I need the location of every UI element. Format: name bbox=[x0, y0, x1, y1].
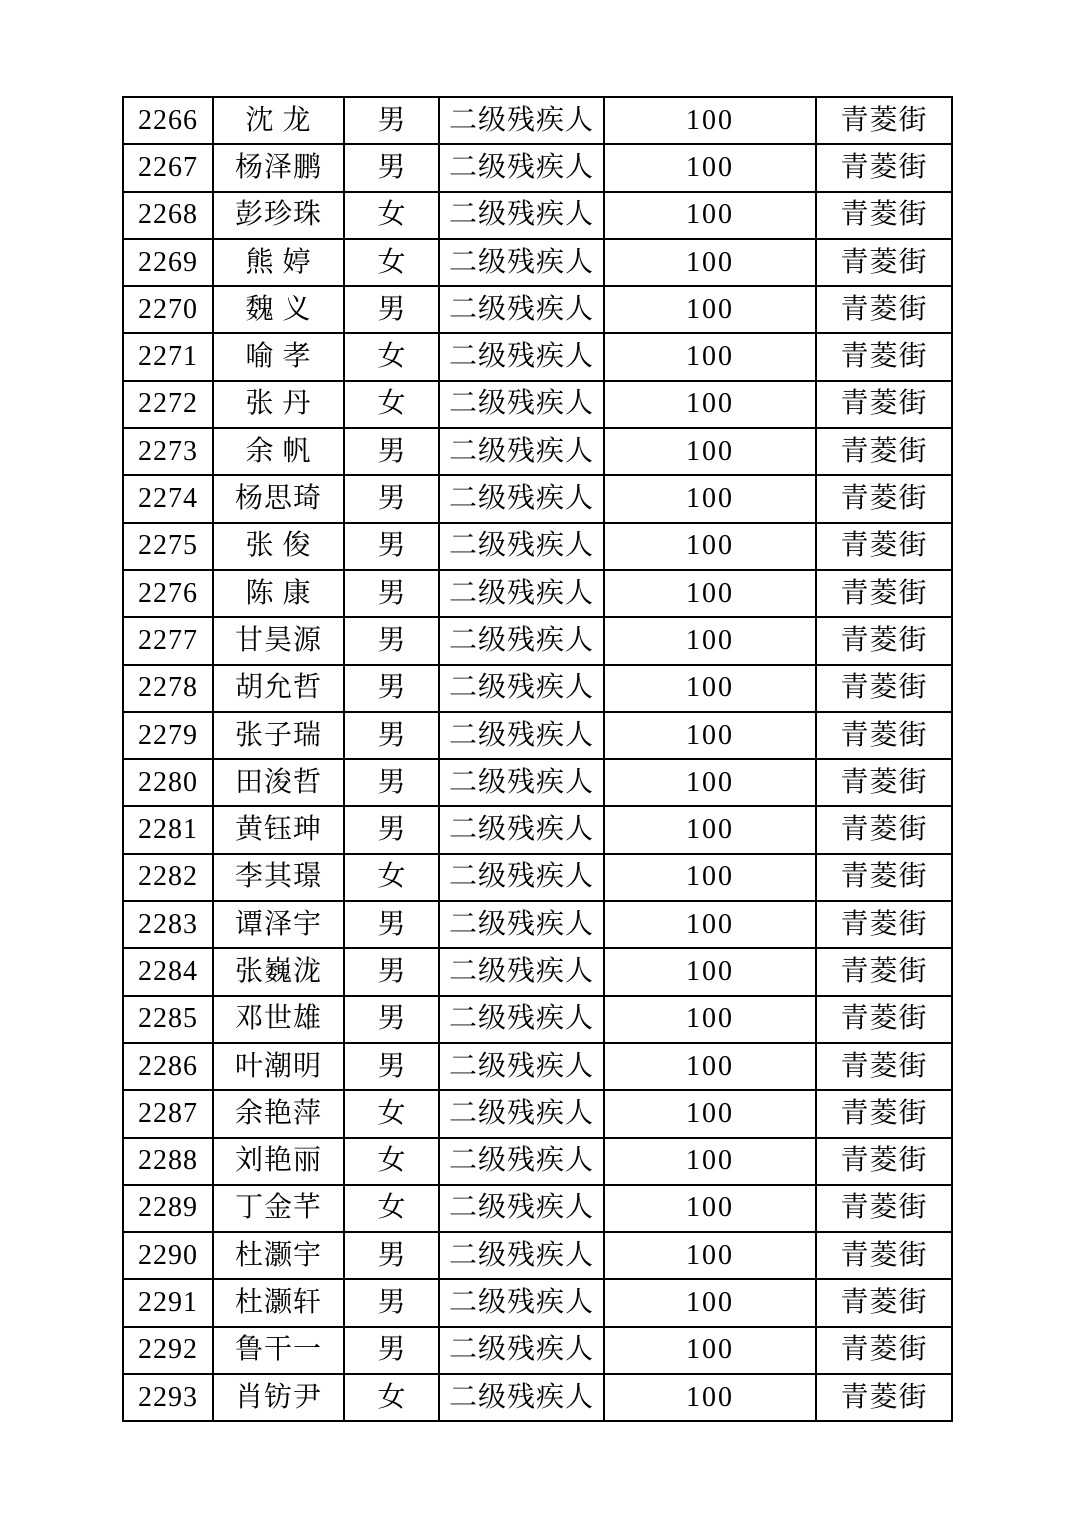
category-cell: 二级残疾人 bbox=[439, 665, 604, 712]
amount-cell: 100 bbox=[604, 428, 816, 475]
name-cell: 丁金芊 bbox=[213, 1185, 344, 1232]
category-cell: 二级残疾人 bbox=[439, 428, 604, 475]
gender-cell: 男 bbox=[344, 97, 439, 144]
name-cell: 彭珍珠 bbox=[213, 192, 344, 239]
amount-cell: 100 bbox=[604, 1043, 816, 1090]
sequence-number-cell: 2283 bbox=[123, 901, 213, 948]
category-cell: 二级残疾人 bbox=[439, 617, 604, 664]
table-row bbox=[123, 617, 952, 664]
table-body bbox=[123, 97, 952, 1421]
amount-cell: 100 bbox=[604, 665, 816, 712]
amount-cell: 100 bbox=[604, 523, 816, 570]
table-row bbox=[123, 996, 952, 1043]
street-cell: 青菱街 bbox=[816, 144, 952, 191]
street-cell: 青菱街 bbox=[816, 996, 952, 1043]
street-cell: 青菱街 bbox=[816, 475, 952, 522]
sequence-number-cell: 2291 bbox=[123, 1279, 213, 1326]
gender-cell: 男 bbox=[344, 948, 439, 995]
table-row bbox=[123, 1279, 952, 1326]
street-cell: 青菱街 bbox=[816, 286, 952, 333]
table-row bbox=[123, 1138, 952, 1185]
category-cell: 二级残疾人 bbox=[439, 1279, 604, 1326]
table-row bbox=[123, 948, 952, 995]
street-cell: 青菱街 bbox=[816, 428, 952, 475]
table-row bbox=[123, 712, 952, 759]
gender-cell: 男 bbox=[344, 1043, 439, 1090]
name-cell: 喻 孝 bbox=[213, 333, 344, 380]
street-cell: 青菱街 bbox=[816, 1374, 952, 1421]
amount-cell: 100 bbox=[604, 759, 816, 806]
category-cell: 二级残疾人 bbox=[439, 1374, 604, 1421]
table-row bbox=[123, 144, 952, 191]
sequence-number-cell: 2281 bbox=[123, 806, 213, 853]
sequence-number-cell: 2266 bbox=[123, 97, 213, 144]
gender-cell: 女 bbox=[344, 1090, 439, 1137]
gender-cell: 女 bbox=[344, 381, 439, 428]
name-cell: 陈 康 bbox=[213, 570, 344, 617]
name-cell: 余艳萍 bbox=[213, 1090, 344, 1137]
amount-cell: 100 bbox=[604, 144, 816, 191]
gender-cell: 女 bbox=[344, 239, 439, 286]
gender-cell: 男 bbox=[344, 665, 439, 712]
name-cell: 沈 龙 bbox=[213, 97, 344, 144]
table-row bbox=[123, 523, 952, 570]
sequence-number-cell: 2293 bbox=[123, 1374, 213, 1421]
gender-cell: 男 bbox=[344, 523, 439, 570]
category-cell: 二级残疾人 bbox=[439, 1138, 604, 1185]
name-cell: 杨泽鹏 bbox=[213, 144, 344, 191]
street-cell: 青菱街 bbox=[816, 523, 952, 570]
table-row bbox=[123, 475, 952, 522]
street-cell: 青菱街 bbox=[816, 192, 952, 239]
table-row bbox=[123, 333, 952, 380]
sequence-number-cell: 2288 bbox=[123, 1138, 213, 1185]
street-cell: 青菱街 bbox=[816, 97, 952, 144]
table-row bbox=[123, 1232, 952, 1279]
street-cell: 青菱街 bbox=[816, 901, 952, 948]
category-cell: 二级残疾人 bbox=[439, 286, 604, 333]
amount-cell: 100 bbox=[604, 381, 816, 428]
table-row bbox=[123, 570, 952, 617]
amount-cell: 100 bbox=[604, 239, 816, 286]
table-row bbox=[123, 1043, 952, 1090]
street-cell: 青菱街 bbox=[816, 1185, 952, 1232]
sequence-number-cell: 2285 bbox=[123, 996, 213, 1043]
name-cell: 魏 义 bbox=[213, 286, 344, 333]
sequence-number-cell: 2279 bbox=[123, 712, 213, 759]
amount-cell: 100 bbox=[604, 97, 816, 144]
amount-cell: 100 bbox=[604, 948, 816, 995]
amount-cell: 100 bbox=[604, 192, 816, 239]
name-cell: 邓世雄 bbox=[213, 996, 344, 1043]
table-row bbox=[123, 428, 952, 475]
gender-cell: 男 bbox=[344, 806, 439, 853]
category-cell: 二级残疾人 bbox=[439, 144, 604, 191]
sequence-number-cell: 2275 bbox=[123, 523, 213, 570]
table-row bbox=[123, 97, 952, 144]
name-cell: 刘艳丽 bbox=[213, 1138, 344, 1185]
category-cell: 二级残疾人 bbox=[439, 712, 604, 759]
table-row bbox=[123, 854, 952, 901]
sequence-number-cell: 2290 bbox=[123, 1232, 213, 1279]
amount-cell: 100 bbox=[604, 570, 816, 617]
amount-cell: 100 bbox=[604, 712, 816, 759]
gender-cell: 女 bbox=[344, 1138, 439, 1185]
category-cell: 二级残疾人 bbox=[439, 1043, 604, 1090]
category-cell: 二级残疾人 bbox=[439, 239, 604, 286]
name-cell: 张巍泷 bbox=[213, 948, 344, 995]
street-cell: 青菱街 bbox=[816, 617, 952, 664]
category-cell: 二级残疾人 bbox=[439, 948, 604, 995]
sequence-number-cell: 2268 bbox=[123, 192, 213, 239]
gender-cell: 女 bbox=[344, 1374, 439, 1421]
name-cell: 田浚哲 bbox=[213, 759, 344, 806]
gender-cell: 男 bbox=[344, 1279, 439, 1326]
gender-cell: 男 bbox=[344, 617, 439, 664]
category-cell: 二级残疾人 bbox=[439, 475, 604, 522]
gender-cell: 男 bbox=[344, 901, 439, 948]
category-cell: 二级残疾人 bbox=[439, 1327, 604, 1374]
amount-cell: 100 bbox=[604, 1185, 816, 1232]
sequence-number-cell: 2278 bbox=[123, 665, 213, 712]
amount-cell: 100 bbox=[604, 854, 816, 901]
name-cell: 余 帆 bbox=[213, 428, 344, 475]
name-cell: 鲁干一 bbox=[213, 1327, 344, 1374]
gender-cell: 男 bbox=[344, 712, 439, 759]
sequence-number-cell: 2286 bbox=[123, 1043, 213, 1090]
table-row bbox=[123, 1374, 952, 1421]
street-cell: 青菱街 bbox=[816, 1327, 952, 1374]
amount-cell: 100 bbox=[604, 333, 816, 380]
table-row bbox=[123, 1185, 952, 1232]
sequence-number-cell: 2274 bbox=[123, 475, 213, 522]
name-cell: 肖钫尹 bbox=[213, 1374, 344, 1421]
sequence-number-cell: 2270 bbox=[123, 286, 213, 333]
amount-cell: 100 bbox=[604, 806, 816, 853]
table-row bbox=[123, 286, 952, 333]
sequence-number-cell: 2273 bbox=[123, 428, 213, 475]
gender-cell: 男 bbox=[344, 286, 439, 333]
gender-cell: 男 bbox=[344, 144, 439, 191]
category-cell: 二级残疾人 bbox=[439, 333, 604, 380]
category-cell: 二级残疾人 bbox=[439, 97, 604, 144]
gender-cell: 男 bbox=[344, 570, 439, 617]
category-cell: 二级残疾人 bbox=[439, 1232, 604, 1279]
street-cell: 青菱街 bbox=[816, 1279, 952, 1326]
gender-cell: 女 bbox=[344, 333, 439, 380]
subsidy-roster-table bbox=[122, 96, 953, 1422]
street-cell: 青菱街 bbox=[816, 381, 952, 428]
gender-cell: 女 bbox=[344, 192, 439, 239]
category-cell: 二级残疾人 bbox=[439, 806, 604, 853]
amount-cell: 100 bbox=[604, 901, 816, 948]
sequence-number-cell: 2280 bbox=[123, 759, 213, 806]
name-cell: 张子瑞 bbox=[213, 712, 344, 759]
sequence-number-cell: 2269 bbox=[123, 239, 213, 286]
category-cell: 二级残疾人 bbox=[439, 381, 604, 428]
name-cell: 杜灏宇 bbox=[213, 1232, 344, 1279]
amount-cell: 100 bbox=[604, 286, 816, 333]
table-row bbox=[123, 759, 952, 806]
amount-cell: 100 bbox=[604, 617, 816, 664]
street-cell: 青菱街 bbox=[816, 1043, 952, 1090]
street-cell: 青菱街 bbox=[816, 1138, 952, 1185]
name-cell: 谭泽宇 bbox=[213, 901, 344, 948]
sequence-number-cell: 2277 bbox=[123, 617, 213, 664]
amount-cell: 100 bbox=[604, 1232, 816, 1279]
sequence-number-cell: 2289 bbox=[123, 1185, 213, 1232]
gender-cell: 男 bbox=[344, 1232, 439, 1279]
name-cell: 甘昊源 bbox=[213, 617, 344, 664]
street-cell: 青菱街 bbox=[816, 333, 952, 380]
sequence-number-cell: 2292 bbox=[123, 1327, 213, 1374]
category-cell: 二级残疾人 bbox=[439, 1185, 604, 1232]
street-cell: 青菱街 bbox=[816, 570, 952, 617]
gender-cell: 男 bbox=[344, 759, 439, 806]
name-cell: 李其璟 bbox=[213, 854, 344, 901]
table-row bbox=[123, 1327, 952, 1374]
sequence-number-cell: 2276 bbox=[123, 570, 213, 617]
sequence-number-cell: 2287 bbox=[123, 1090, 213, 1137]
category-cell: 二级残疾人 bbox=[439, 570, 604, 617]
table-row bbox=[123, 665, 952, 712]
name-cell: 张 丹 bbox=[213, 381, 344, 428]
category-cell: 二级残疾人 bbox=[439, 1090, 604, 1137]
table-row bbox=[123, 1090, 952, 1137]
street-cell: 青菱街 bbox=[816, 712, 952, 759]
sequence-number-cell: 2267 bbox=[123, 144, 213, 191]
street-cell: 青菱街 bbox=[816, 665, 952, 712]
table-row bbox=[123, 901, 952, 948]
category-cell: 二级残疾人 bbox=[439, 996, 604, 1043]
table-row bbox=[123, 239, 952, 286]
gender-cell: 女 bbox=[344, 1185, 439, 1232]
name-cell: 黄钰珅 bbox=[213, 806, 344, 853]
gender-cell: 男 bbox=[344, 1327, 439, 1374]
name-cell: 胡允哲 bbox=[213, 665, 344, 712]
name-cell: 杜灏轩 bbox=[213, 1279, 344, 1326]
category-cell: 二级残疾人 bbox=[439, 523, 604, 570]
street-cell: 青菱街 bbox=[816, 1090, 952, 1137]
sequence-number-cell: 2282 bbox=[123, 854, 213, 901]
category-cell: 二级残疾人 bbox=[439, 192, 604, 239]
amount-cell: 100 bbox=[604, 1327, 816, 1374]
amount-cell: 100 bbox=[604, 1279, 816, 1326]
street-cell: 青菱街 bbox=[816, 759, 952, 806]
name-cell: 叶潮明 bbox=[213, 1043, 344, 1090]
street-cell: 青菱街 bbox=[816, 239, 952, 286]
sequence-number-cell: 2271 bbox=[123, 333, 213, 380]
street-cell: 青菱街 bbox=[816, 854, 952, 901]
category-cell: 二级残疾人 bbox=[439, 759, 604, 806]
category-cell: 二级残疾人 bbox=[439, 901, 604, 948]
street-cell: 青菱街 bbox=[816, 806, 952, 853]
name-cell: 杨思琦 bbox=[213, 475, 344, 522]
table-row bbox=[123, 806, 952, 853]
category-cell: 二级残疾人 bbox=[439, 854, 604, 901]
sequence-number-cell: 2284 bbox=[123, 948, 213, 995]
sequence-number-cell: 2272 bbox=[123, 381, 213, 428]
street-cell: 青菱街 bbox=[816, 1232, 952, 1279]
amount-cell: 100 bbox=[604, 1138, 816, 1185]
name-cell: 熊 婷 bbox=[213, 239, 344, 286]
gender-cell: 男 bbox=[344, 475, 439, 522]
amount-cell: 100 bbox=[604, 1374, 816, 1421]
name-cell: 张 俊 bbox=[213, 523, 344, 570]
amount-cell: 100 bbox=[604, 1090, 816, 1137]
table-row bbox=[123, 192, 952, 239]
amount-cell: 100 bbox=[604, 475, 816, 522]
table-row bbox=[123, 381, 952, 428]
amount-cell: 100 bbox=[604, 996, 816, 1043]
gender-cell: 男 bbox=[344, 428, 439, 475]
gender-cell: 男 bbox=[344, 996, 439, 1043]
street-cell: 青菱街 bbox=[816, 948, 952, 995]
gender-cell: 女 bbox=[344, 854, 439, 901]
